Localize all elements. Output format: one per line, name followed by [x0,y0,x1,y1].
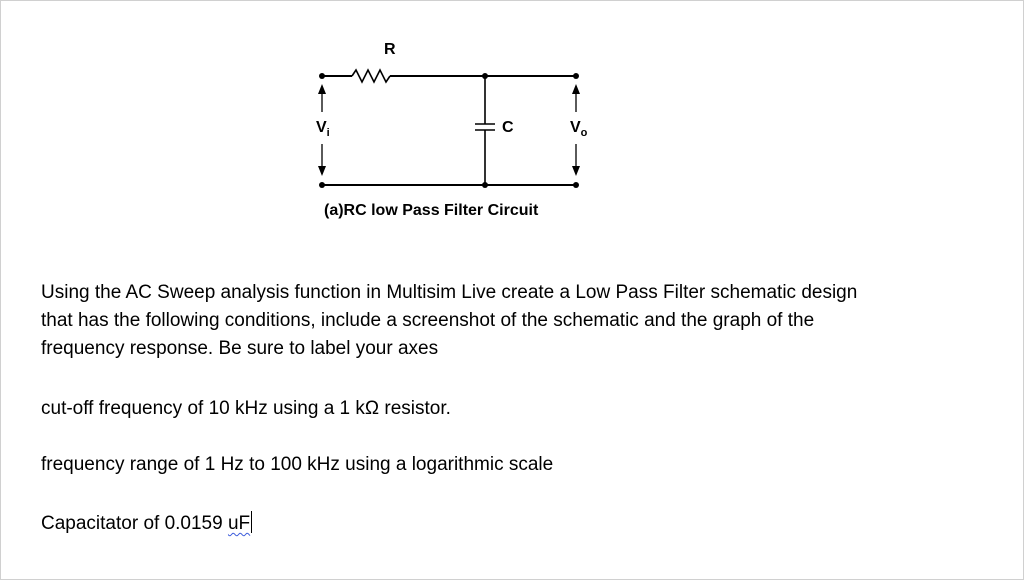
input-terminal-top [319,73,325,79]
instructions-line-2: that has the following conditions, include a screenshot of the schematic and the graph of the [41,310,815,331]
rc-low-pass-circuit-diagram [300,30,600,230]
vout-arrow-up-head [572,84,580,94]
instructions-paragraph [41,279,857,363]
vin-arrow-up-head [318,84,326,94]
capacitor-unit-spellcheck: uF [227,513,251,534]
capacitor-label: C [502,119,514,136]
text-cursor [251,511,252,533]
cutoff-condition: cut-off frequency of 10 kHz using a 1 kΩ resistor. [41,398,451,419]
instructions-line-3: frequency response. Be sure to label your axes [41,338,439,359]
vin-label: $V_i$ [316,119,330,139]
circuit-schematic [300,30,600,230]
instructions-line-1: Using the AC Sweep analysis function in Multisim Live create a Low Pass Filter schematic design [41,282,858,303]
vout-label: $V_o$ [570,119,588,139]
figure-caption: (a)RC low Pass Filter Circuit [324,202,539,219]
resistor-symbol [352,70,390,82]
output-terminal-top [573,73,579,79]
frequency-range-condition: frequency range of 1 Hz to 100 kHz using a logarithmic scale [41,454,554,475]
capacitor-condition-text: Capacitator of 0.0159 [41,513,228,534]
input-terminal-bottom [319,182,325,188]
vin-arrow-down-head [318,166,326,176]
output-terminal-bottom [573,182,579,188]
vout-arrow-down-head [572,166,580,176]
resistor-label: R [384,41,396,58]
capacitor-condition[interactable] [41,510,252,538]
